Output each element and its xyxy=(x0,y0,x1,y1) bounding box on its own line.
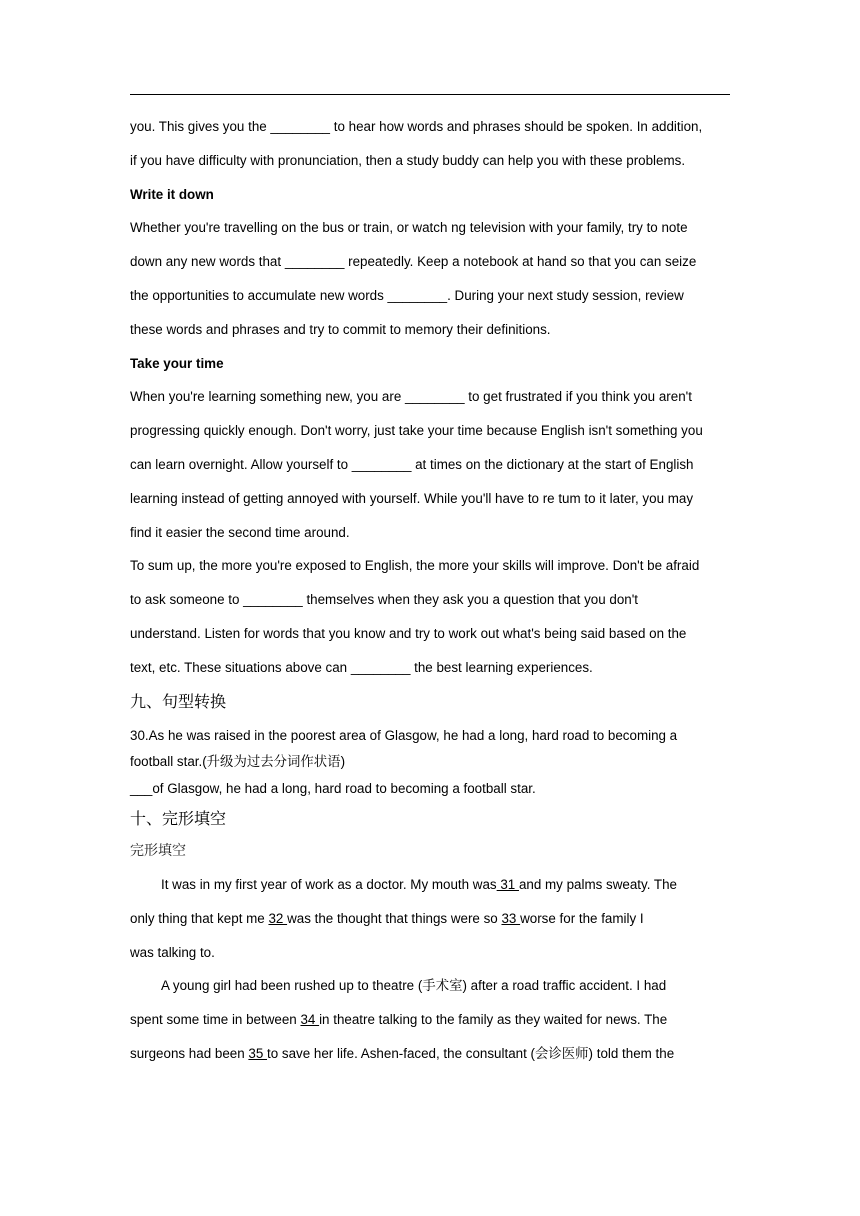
text-line: learning instead of getting annoyed with yourself. While you'll have to re tum to it later, you may xyxy=(130,490,694,506)
cloze-text: was the thought that things were so xyxy=(287,910,502,926)
cloze-line xyxy=(130,902,730,936)
cloze-label: 完形填空 xyxy=(130,843,186,860)
subheading-write-it-down: Write it down xyxy=(130,186,214,202)
text-line: down any new words that ________ repeatedly. Keep a notebook at hand so that you can seize xyxy=(130,254,697,270)
text-line: you. This gives you the ________ to hear how words and phrases should be spoken. In addition, xyxy=(130,119,703,134)
text-line: if you have difficulty with pronunciation, then a study buddy can help you with these problems. xyxy=(130,152,686,168)
cloze-text: spent some time in between xyxy=(130,1012,301,1028)
question-30-line-2: football star.(升级为过去分词作状语) xyxy=(130,754,346,770)
section-title-10: 十、完形填空 xyxy=(130,809,227,829)
section-title-9: 九、句型转换 xyxy=(130,691,227,711)
cloze-text: to save her life. Ashen-faced, the consultant (会诊医师) told them the xyxy=(267,1046,675,1062)
text-line: these words and phrases and try to commit to memory their definitions. xyxy=(130,321,551,337)
header-rule xyxy=(130,94,730,95)
blank-31: 31 xyxy=(496,877,519,893)
cloze-line: A young girl had been rushed up to theatre (手术室) after a road traffic accident. I had xyxy=(161,978,667,994)
text-line: text, etc. These situations above can ________ the best learning experiences. xyxy=(130,659,593,675)
cloze-line xyxy=(130,1003,730,1037)
cloze-text: It was in my first year of work as a doctor. My mouth was xyxy=(161,877,497,893)
cloze-text: only thing that kept me xyxy=(130,910,269,926)
cloze-text: surgeons had been xyxy=(130,1046,249,1062)
text-line: When you're learning something new, you are ________ to get frustrated if you think you aren't xyxy=(130,389,692,405)
cloze-line xyxy=(130,868,730,902)
cloze-line: was talking to. xyxy=(130,944,215,960)
text-line: can learn overnight. Allow yourself to ________ at times on the dictionary at the start of English xyxy=(130,456,694,472)
text-line: Whether you're travelling on the bus or train, or watch ng television with your family, try to note xyxy=(130,220,688,236)
question-30-answer: ___of Glasgow, he had a long, hard road to becoming a football star. xyxy=(130,780,536,796)
cloze-text: in theatre talking to the family as they waited for news. The xyxy=(319,1012,668,1028)
blank-33: 33 xyxy=(501,910,521,926)
text-line: progressing quickly enough. Don't worry, just take your time because English isn't something you xyxy=(130,423,703,439)
content xyxy=(130,110,730,1071)
blank-32: 32 xyxy=(268,910,288,926)
text-line: To sum up, the more you're exposed to English, the more your skills will improve. Don't be afraid xyxy=(130,558,700,574)
cloze-text: worse for the family I xyxy=(520,910,644,926)
blank-35: 35 xyxy=(248,1046,268,1062)
cloze-text: and my palms sweaty. The xyxy=(518,877,677,893)
question-30-line-1: 30.As he was raised in the poorest area of Glasgow, he had a long, hard road to becoming a xyxy=(130,727,678,743)
text-line: find it easier the second time around. xyxy=(130,524,350,540)
subheading-take-your-time: Take your time xyxy=(130,355,224,371)
text-line: the opportunities to accumulate new words ________. During your next study session, review xyxy=(130,287,684,303)
text-line: understand. Listen for words that you know and try to work out what's being said based on the xyxy=(130,625,687,641)
blank-34: 34 xyxy=(300,1012,320,1028)
text-line: to ask someone to ________ themselves when they ask you a question that you don't xyxy=(130,592,639,608)
cloze-line xyxy=(130,1037,730,1071)
